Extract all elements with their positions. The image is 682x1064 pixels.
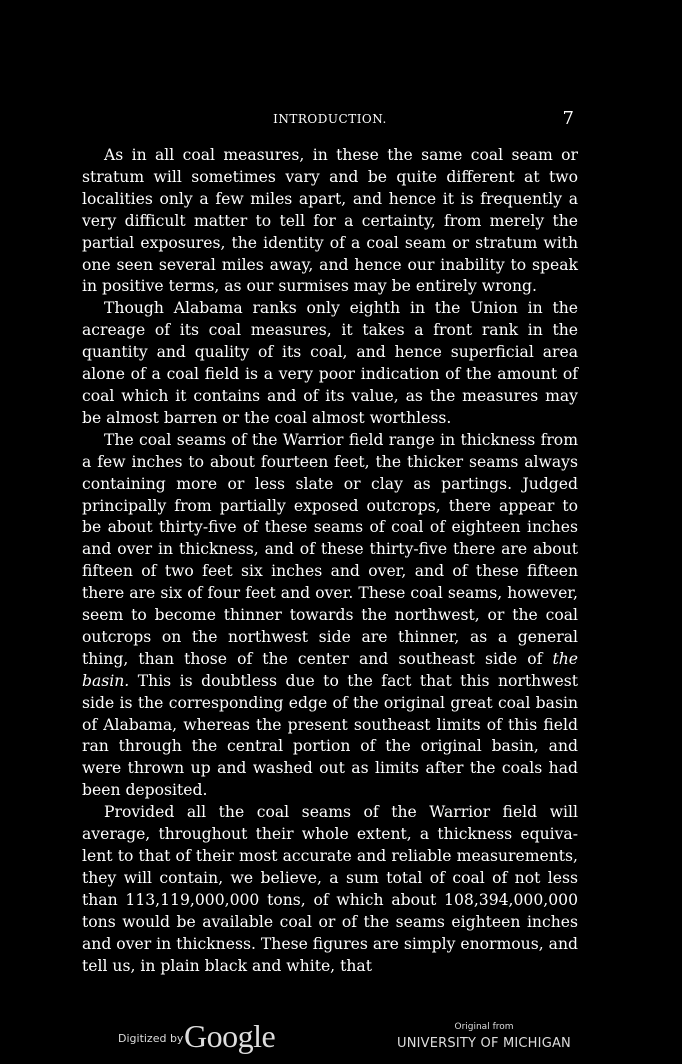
- running-head: INTRODUCTION.: [273, 112, 387, 126]
- digitization-footer: [0, 1014, 682, 1064]
- paragraph-3-italic: the basin.: [82, 649, 578, 690]
- library-name: UNIVERSITY OF MICHIGAN: [397, 1036, 571, 1051]
- paragraph-2: Though Alabama ranks only eighth in the Union in the acreage of its coal measures, it takes a front rank in the quantity and quality of its coal, and hence superficial area alone of a coal field is a very poor indication of the amount of coal which it contains and of its value, as the measures may be almost barren or the coal almost worthless.: [82, 299, 578, 427]
- paragraph-3: [82, 430, 578, 802]
- digitized-by-label: Digitized by: [118, 1032, 184, 1045]
- paragraph-4: Provided all the coal seams of the Warrior field will average, throughout their whole extent, a thickness equivalent to that of their most accurate and reliable measurements, they will contain, we believe, a sum total of coal of not less than 113,119,000,000 tons, of which about 108,394,000,000 tons would be available coal or of the seams eighteen inches and over in thickness. These figures are simply enormous, and tell us, in plain black and white, that: [82, 803, 578, 975]
- paragraph-3-text-b: This is doubtless due to the fact that this northwest side is the corresponding edge of the original great coal basin of Alabama, whereas the present southeast limits of this field ran through the central portion of the original basin, and were thrown up and washed out as limits after the coals had been deposited.: [82, 671, 578, 800]
- paragraph-3-text-a: The coal seams of the Warrior field range in thickness from a few inches to about fourteen feet, the thicker seams always containing more or less slate or clay as partings. Judged principally from partially exposed outcrops, there appear to be about thirty-five of these seams of coal of eighteen inches and over in thickness, and of these thirty-five there are about fifteen of two feet six inches and over, and of these fifteen there are six of four feet and over. These coal seams, however, seem to become thinner towards the northwest, or the coal outcrops on the northwest side are thinner, as a general thing, than those of the center and southeast side of: [82, 430, 578, 668]
- original-from-label: Original from: [454, 1022, 514, 1032]
- page-number: 7: [562, 108, 574, 129]
- paragraph-1: As in all coal measures, in these the same coal seam or stratum will sometimes vary and be quite different at two localities only a few miles apart, and hence it is frequently a very difficult matter to tell for a certainty, from merely the partial exposures, the identity of a coal seam or stratum with one seen several miles away, and hence our inability to speak in positive terms, as our surmises may be entirely wrong.: [82, 146, 578, 296]
- page-header: [82, 110, 578, 130]
- google-logo: Google: [184, 1018, 276, 1054]
- body-text: [82, 145, 578, 977]
